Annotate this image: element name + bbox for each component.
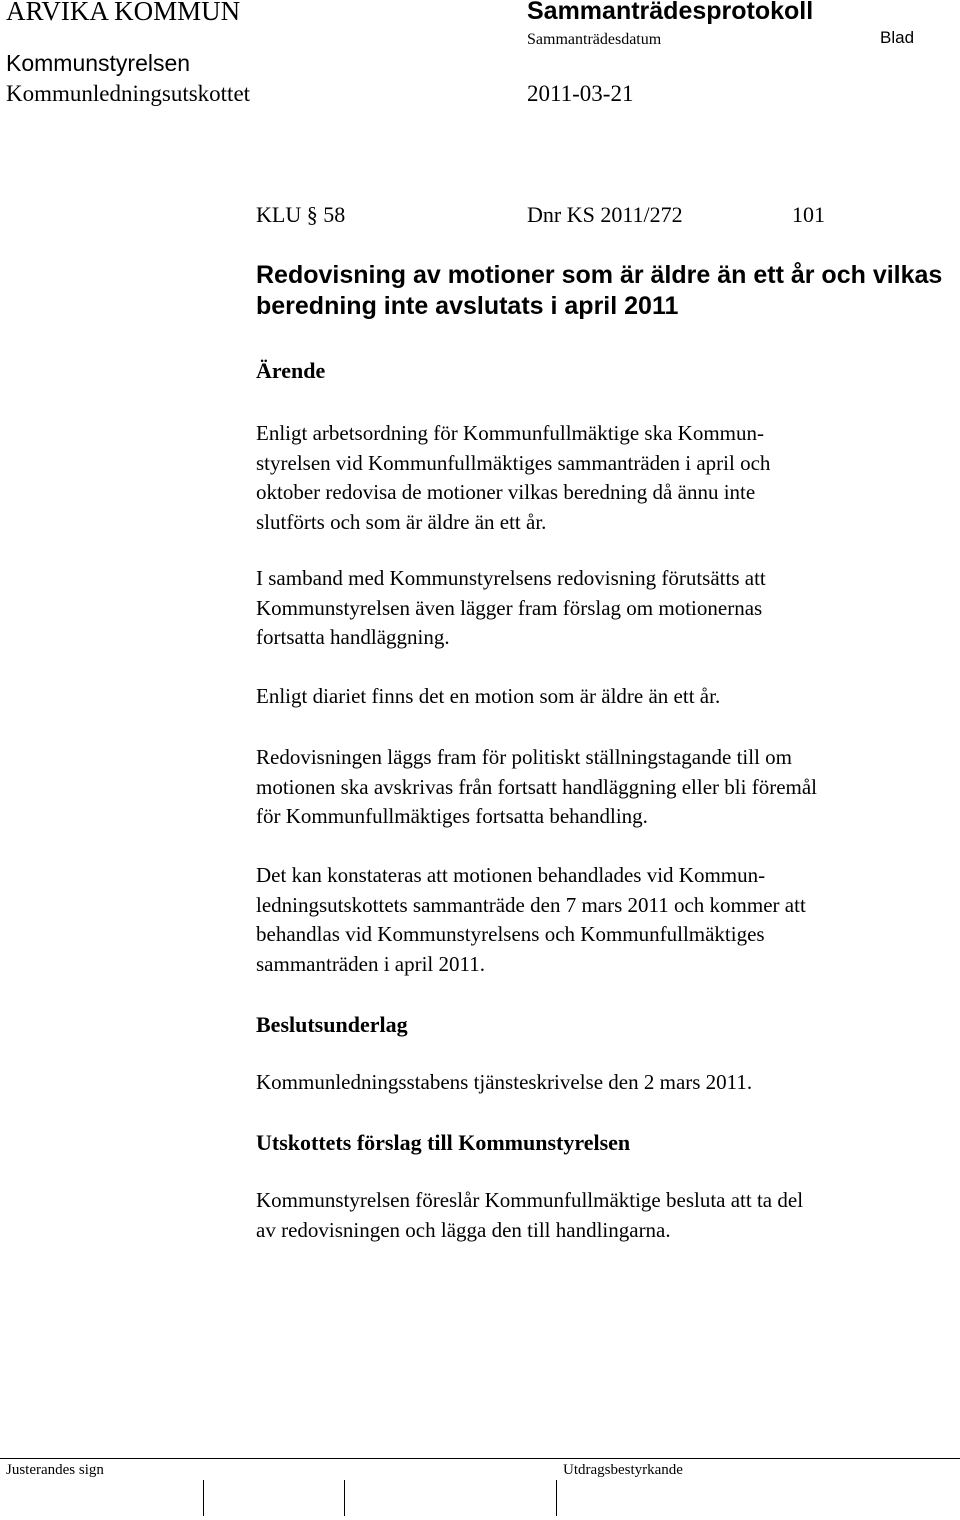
signature-box-divider	[203, 1480, 204, 1516]
body-name: Kommunstyrelsen	[6, 50, 191, 76]
signature-box-divider	[556, 1480, 557, 1516]
case-number: KLU § 58	[256, 202, 346, 227]
footer-justerandes-sign-label: Justerandes sign	[6, 1462, 104, 1478]
organization-name: ARVIKA KOMMUN	[6, 0, 241, 26]
meeting-date: 2011-03-21	[527, 81, 634, 106]
diary-number: Dnr KS 2011/272	[527, 202, 683, 227]
section-heading-arende: Ärende	[256, 358, 326, 383]
page-title: Redovisning av motioner som är äldre än ett år och vilkas beredning inte avslutats i april 2011	[256, 261, 943, 320]
footer-utdragsbestyrkande-label: Utdragsbestyrkande	[563, 1462, 683, 1478]
paragraph-1: Enligt arbetsordning för Kommunfullmäktige ska Kommun- styrelsen vid Kommunfullmäktiges sammanträden i april och oktober redovisa de motioner vilkas beredning då ännu inte slutförts och som är äldre än ett år.	[256, 421, 771, 534]
paragraph-2: I samband med Kommunstyrelsens redovisning förutsätts att Kommunstyrelsen även lägger fram förslag om motionernas fortsatta handläggning.	[256, 566, 766, 649]
paragraph-4: Redovisningen läggs fram för politiskt ställningstagande till om motionen ska avskrivas från fortsatt handläggning eller bli föremål för Kommunfullmäktiges fortsatta behandling.	[256, 745, 818, 828]
document-type: Sammanträdesprotokoll	[527, 0, 814, 25]
section-heading-forslag: Utskottets förslag till Kommunstyrelsen	[256, 1130, 631, 1155]
forslag-text: Kommunstyrelsen föreslår Kommunfullmäktige besluta att ta del av redovisningen och lägga den till handlingarna.	[256, 1188, 804, 1242]
signature-box-divider	[344, 1480, 345, 1516]
meeting-date-label: Sammanträdesdatum	[527, 31, 662, 48]
page-number: 101	[792, 202, 825, 227]
committee-name: Kommunledningsutskottet	[6, 81, 251, 106]
footer-divider	[0, 1458, 960, 1459]
section-heading-beslutsunderlag: Beslutsunderlag	[256, 1012, 408, 1037]
paragraph-5: Det kan konstateras att motionen behandlades vid Kommun- ledningsutskottets sammanträde den 7 mars 2011 och kommer att behandlas vid Kommunstyrelsens och Kommunfullmäktiges sammanträden i april 2011.	[256, 863, 806, 976]
beslutsunderlag-text: Kommunledningsstabens tjänsteskrivelse den 2 mars 2011.	[256, 1070, 753, 1094]
section-arende	[256, 355, 956, 387]
sheet-label: Blad	[880, 28, 915, 47]
paragraph-3: Enligt diariet finns det en motion som är äldre än ett år.	[256, 684, 721, 708]
